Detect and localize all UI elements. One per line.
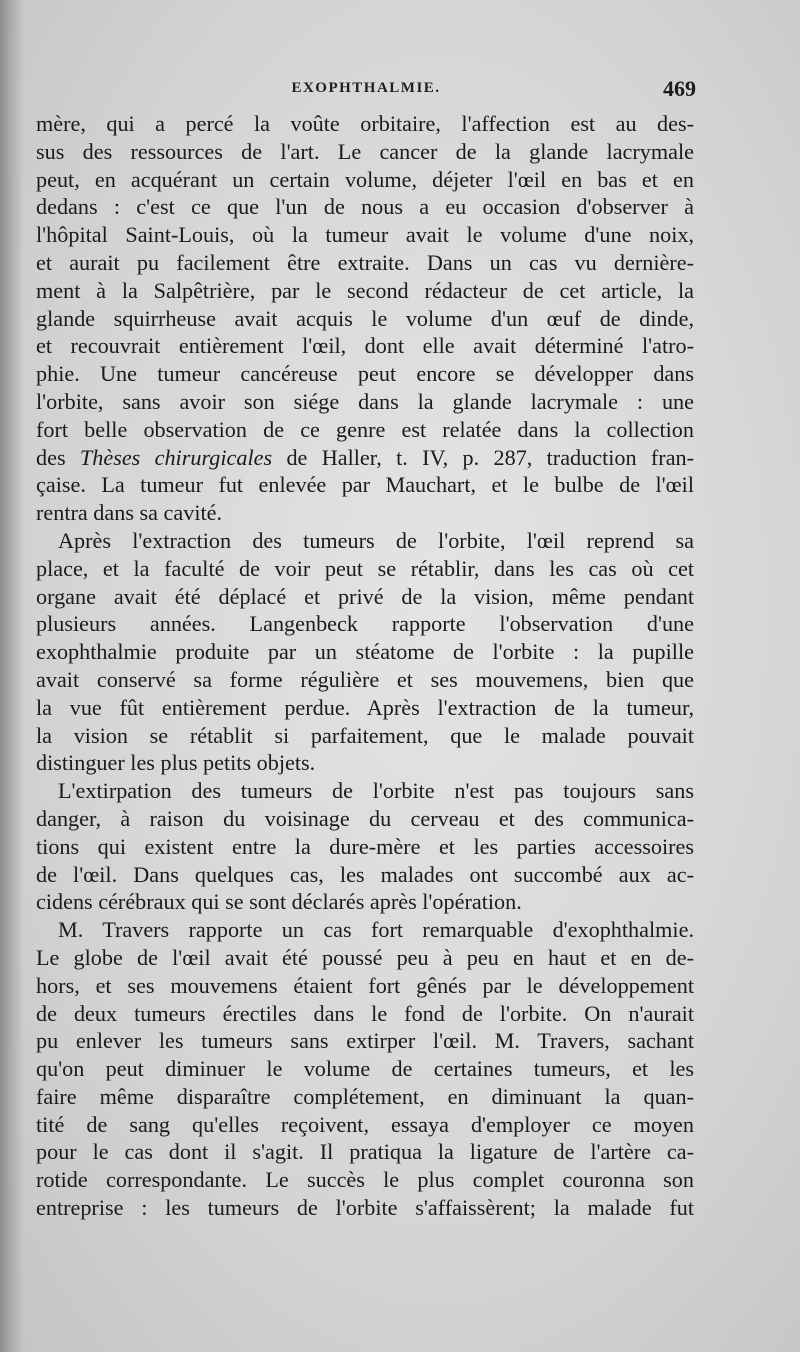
text-line: M. Travers rapporte un cas fort remarquable d'exophthalmie.: [58, 917, 694, 943]
page-gutter-shadow: [0, 0, 24, 1352]
text-line: avait conservé sa forme régulière et ses mouvemens, bien que: [36, 666, 694, 692]
text-line: l'hôpital Saint-Louis, où la tumeur avait le volume d'une noix,: [36, 222, 694, 248]
text-line: exophthalmie produite par un stéatome de l'orbite : la pupille: [36, 639, 694, 665]
text-line: cidens cérébraux qui se sont déclarés après l'opération.: [36, 889, 522, 915]
text-line: la vue fût entièrement perdue. Après l'extraction de la tumeur,: [36, 694, 694, 720]
text-line: tions qui existent entre la dure-mère et les parties accessoires: [36, 833, 694, 859]
text-line: danger, à raison du voisinage du cerveau et des communica-: [36, 805, 694, 831]
text-line: hors, et ses mouvemens étaient fort gênés par le développement: [36, 972, 694, 998]
page-number: 469: [663, 76, 696, 101]
text-line: glande squirrheuse avait acquis le volume d'un œuf de dinde,: [36, 305, 694, 331]
text-line: plusieurs années. Langenbeck rapporte l'observation d'une: [36, 611, 694, 637]
text-line: L'extirpation des tumeurs de l'orbite n'est pas toujours sans: [58, 778, 694, 804]
text-line: rotide correspondante. Le succès le plus complet couronna son: [36, 1167, 694, 1193]
body-text: [36, 110, 694, 1222]
text-line: et aurait pu facilement être extraite. Dans un cas vu dernière-: [36, 249, 694, 275]
paragraph-4: [36, 916, 694, 1222]
text-line: et recouvrait entièrement l'œil, dont elle avait déterminé l'atro-: [36, 333, 694, 359]
italic-title: Thèses chirurgicales: [79, 444, 273, 470]
text-line: phie. Une tumeur cancéreuse peut encore se développer dans: [36, 361, 694, 387]
paragraph-3: [36, 777, 694, 916]
text-line: place, et la faculté de voir peut se rétablir, dans les cas où cet: [36, 555, 694, 581]
running-title: EXOPHTHALMIE.: [291, 80, 441, 96]
text-line: qu'on peut diminuer le volume de certaines tumeurs, et les: [36, 1056, 694, 1082]
text-line: Après l'extraction des tumeurs de l'orbite, l'œil reprend sa: [58, 527, 694, 553]
text-line: l'orbite, sans avoir son siége dans la glande lacrymale : une: [36, 388, 694, 414]
text-line: organe avait été déplacé et privé de la vision, même pendant: [36, 583, 694, 609]
text-line: ment à la Salpêtrière, par le second rédacteur de cet article, la: [36, 277, 694, 303]
text-line: pu enlever les tumeurs sans extirper l'œil. M. Travers, sachant: [36, 1028, 694, 1054]
text-line: la vision se rétablit si parfaitement, que le malade pouvait: [36, 722, 694, 748]
text-line: sus des ressources de l'art. Le cancer de la glande lacrymale: [36, 138, 694, 164]
text-line: pour le cas dont il s'agit. Il pratiqua la ligature de l'artère ca-: [36, 1139, 694, 1165]
text-line: de deux tumeurs érectiles dans le fond de l'orbite. On n'aurait: [36, 1000, 694, 1026]
text-line: de l'œil. Dans quelques cas, les malades ont succombé aux ac-: [36, 861, 694, 887]
text-line: entreprise : les tumeurs de l'orbite s'affaissèrent; la malade fut: [36, 1195, 694, 1221]
page-header: [36, 76, 696, 104]
text-line: mère, qui a percé la voûte orbitaire, l'affection est au des-: [36, 111, 694, 136]
text-line: rentra dans sa cavité.: [36, 500, 223, 526]
text-line: peut, en acquérant un certain volume, déjeter l'œil en bas et en: [36, 166, 694, 192]
text-line: tité de sang qu'elles reçoivent, essaya d'employer ce moyen: [36, 1111, 694, 1137]
text-line: fort belle observation de ce genre est relatée dans la collection: [36, 416, 694, 442]
paragraph-1: [36, 110, 694, 527]
text-line: faire même disparaître complétement, en diminuant la quan-: [36, 1083, 694, 1109]
text-line: distinguer les plus petits objets.: [36, 750, 316, 776]
text-line: des Thèses chirurgicales de Haller, t. IV, p. 287, traduction fran-: [36, 444, 694, 470]
text-line: çaise. La tumeur fut enlevée par Mauchart, et le bulbe de l'œil: [36, 472, 694, 498]
text-line: dedans : c'est ce que l'un de nous a eu occasion d'observer à: [36, 194, 694, 220]
text-line: Le globe de l'œil avait été poussé peu à peu en haut et en de-: [36, 944, 694, 970]
paragraph-2: [36, 527, 694, 777]
